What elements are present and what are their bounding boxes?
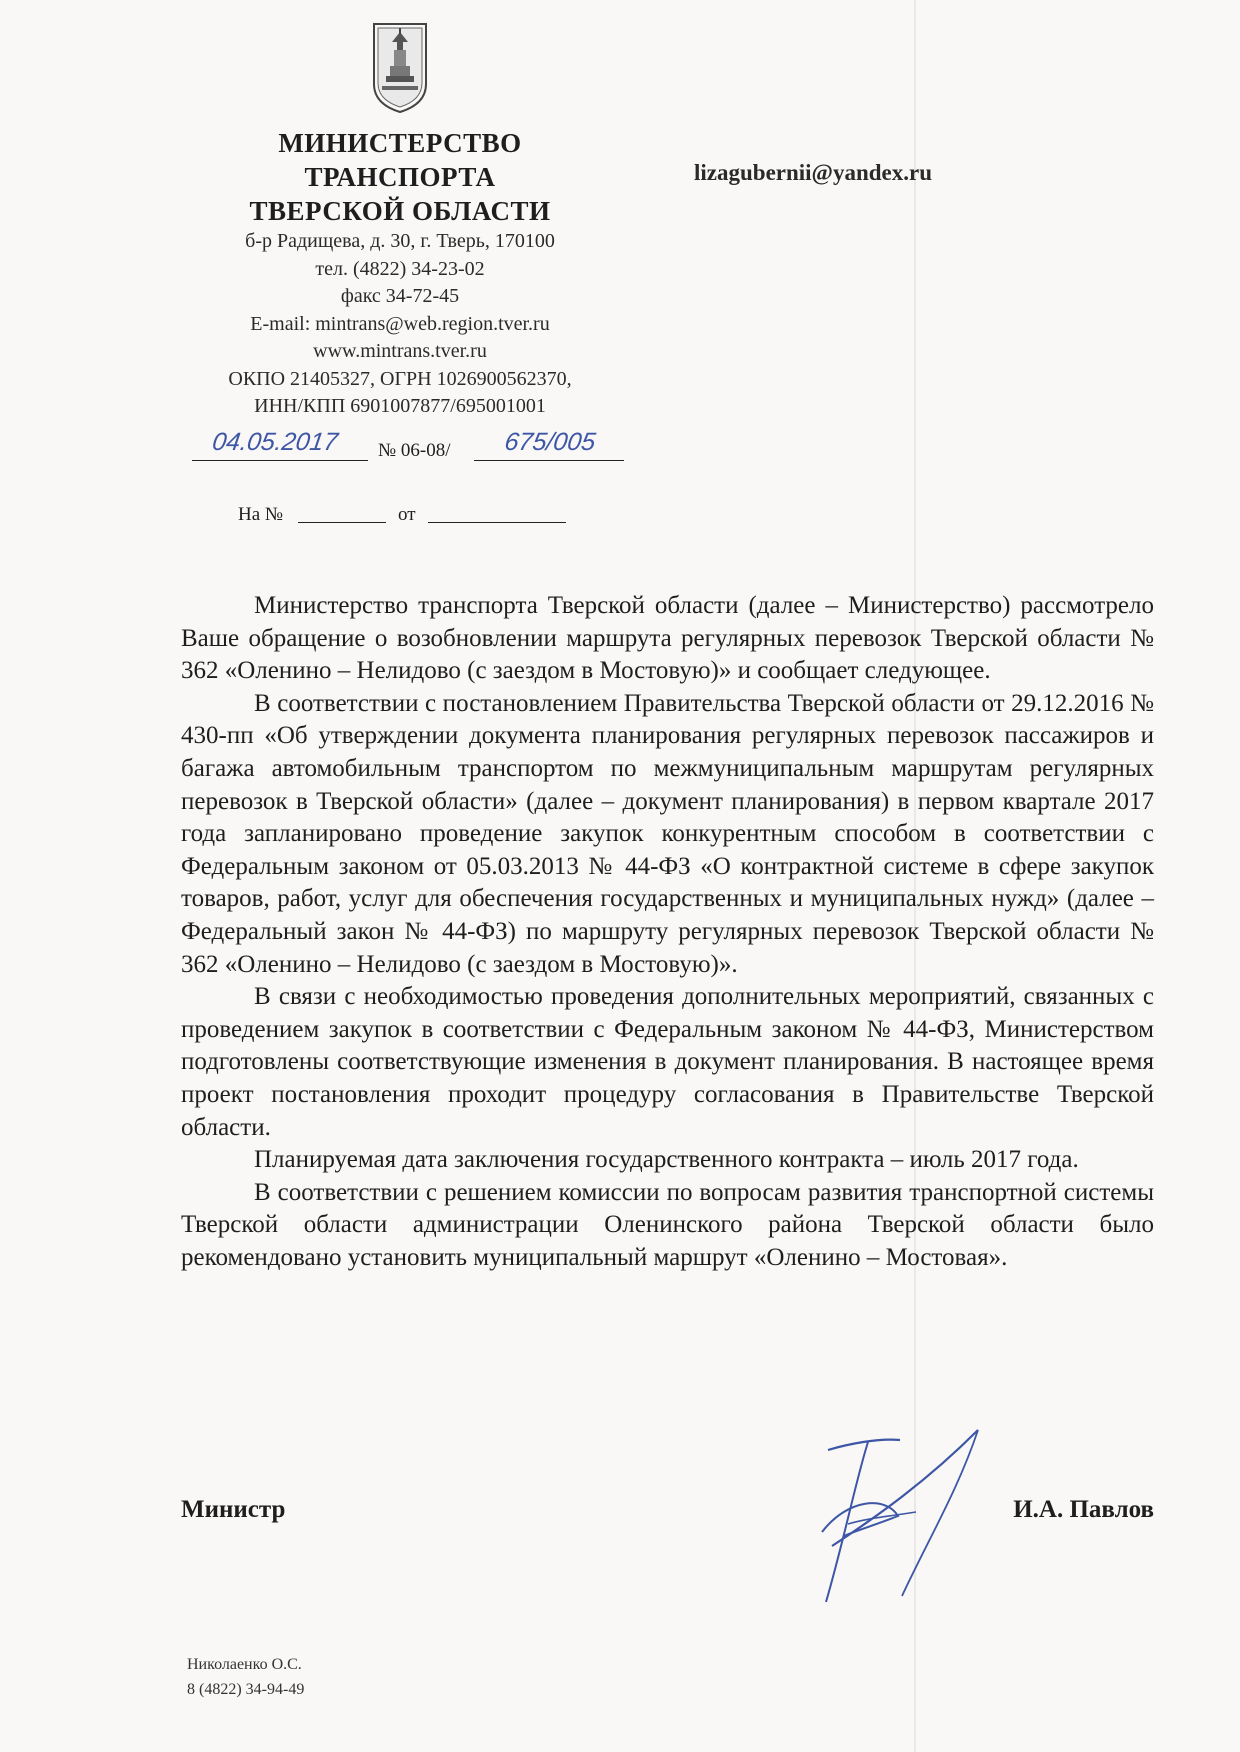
executor-name: Николаенко О.С. bbox=[187, 1656, 302, 1673]
recipient-email: lizagubernii@yandex.ru bbox=[694, 160, 932, 185]
org-codes: ОКПО 21405327, ОГРН 1026900562370, bbox=[228, 367, 572, 390]
org-email: E-mail: mintrans@web.region.tver.ru bbox=[250, 312, 550, 335]
letterhead bbox=[210, 126, 590, 421]
executor-phone: 8 (4822) 34-94-49 bbox=[187, 1681, 305, 1698]
org-name-line-2: ТРАНСПОРТА bbox=[304, 162, 496, 192]
handwritten-signature bbox=[808, 1420, 998, 1610]
org-website: www.mintrans.tver.ru bbox=[313, 340, 487, 362]
coat-of-arms-icon bbox=[370, 22, 430, 114]
org-name-line-3: ТВЕРСКОЙ ОБЛАСТИ bbox=[249, 196, 551, 226]
executor-info bbox=[187, 1652, 304, 1702]
body-paragraph: В соответствии с решением комиссии по вопросам развития транспортной системы Тверской области администрации Оленинского района Тверской области было рекомендовано установить муниципальный маршрут «Оленино – Мостовая». bbox=[181, 1178, 1154, 1271]
reply-number-blank bbox=[298, 522, 386, 523]
signer-name: И.А. Павлов bbox=[1013, 1496, 1154, 1523]
reply-from-label: от bbox=[398, 504, 416, 525]
org-name-line-1: МИНИСТЕРСТВО bbox=[278, 128, 522, 158]
reply-date-blank bbox=[428, 522, 566, 523]
body-paragraph: В соответствии с постановлением Правительства Тверской области от 29.12.2016 № 430-пп «Об утверждении документа планирования регулярных перевозок пассажиров и багажа автомобильным транспортом по межмуниципальным маршрутам регулярных перевозок в Тверской области» (далее – документ планирования) в первом квартале 2017 года запланировано проведение закупок конкурентным способом в соответствии с Федеральным законом от 05.03.2013 № 44-ФЗ «О контрактной системе в сфере закупок товаров, работ, услуг для обеспечения государственных и муниципальных нужд» (далее – Федеральный закон № 44-ФЗ) по маршруту регулярных перевозок Тверской области № 362 «Оленино – Нелидово (с заездом в Мостовую)». bbox=[181, 689, 1154, 978]
letter-body bbox=[181, 590, 1154, 1274]
org-phone: тел. (4822) 34-23-02 bbox=[315, 257, 485, 280]
outgoing-date-handwritten: 04.05.2017 bbox=[210, 428, 340, 456]
signer-position: Министр bbox=[181, 1496, 286, 1523]
body-paragraph: В связи с необходимостью проведения дополнительных мероприятий, связанных с проведением закупок в соответствии с Федеральным законом № 44-ФЗ, Министерством подготовлены соответствующие изменения в документ планирования. В настоящее время проект постановления проходит процедуру согласования в Правительстве Тверской области. bbox=[181, 983, 1154, 1141]
org-address: б-р Радищева, д. 30, г. Тверь, 170100 bbox=[245, 230, 555, 252]
outgoing-number bbox=[192, 428, 652, 464]
date-underline bbox=[192, 460, 368, 461]
org-fax: факс 34-72-45 bbox=[340, 285, 460, 307]
number-underline bbox=[474, 460, 624, 461]
body-paragraph: Министерство транспорта Тверской области (далее – Министерство) рассмотрело Ваше обращение о возобновлении маршрута регулярных перевозок Тверской области № 362 «Оленино – Нелидово (с заездом в Мостовую)» и сообщает следующее. bbox=[181, 592, 1154, 685]
reply-number-label: На № bbox=[238, 504, 284, 525]
body-paragraph: Планируемая дата заключения государственного контракта – июль 2017 года. bbox=[254, 1146, 1079, 1174]
outgoing-number-label: № 06-08/ bbox=[378, 440, 451, 461]
reply-to-line bbox=[238, 500, 578, 530]
org-inn-kpp: ИНН/КПП 6901007877/695001001 bbox=[254, 395, 546, 417]
outgoing-number-handwritten: 675/005 bbox=[502, 428, 598, 456]
